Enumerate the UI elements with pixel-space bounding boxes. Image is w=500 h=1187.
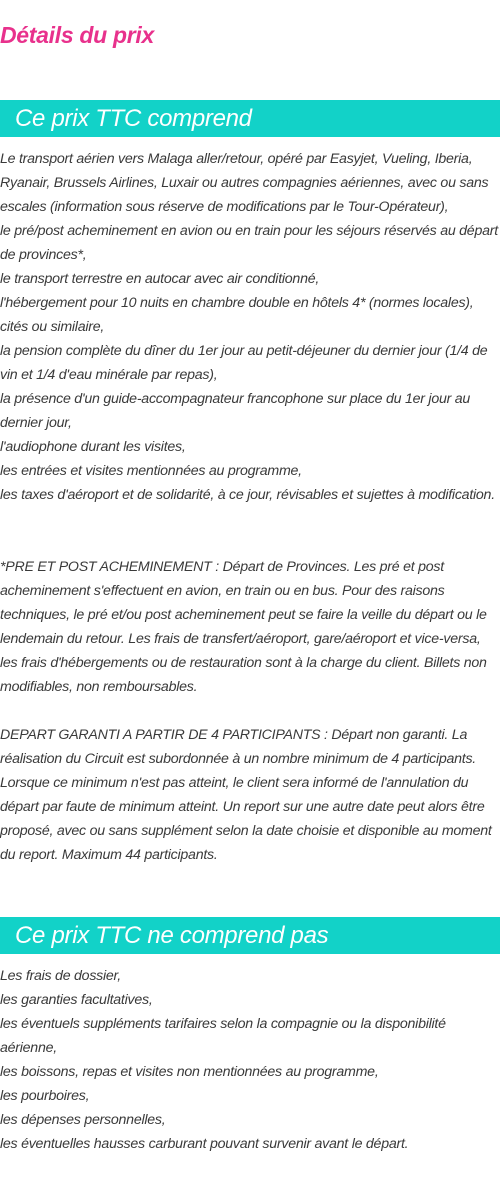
note-text: *PRE ET POST ACHEMINEMENT : Départ de Provinces. Les pré et post acheminement s'effectuent en avion, en train ou en bus. Pour des raisons techniques, le pré et/ou post acheminement peut se faire la veille du départ ou le lendemain du retour. Les frais de transfert/aéroport, gare/aéroport et vice-versa, les frais d'hébergements ou de restauration sont à la charge du client. Billets non modifiables, non remboursables.	[0, 559, 487, 695]
page-title: Détails du prix	[0, 22, 154, 48]
excludes-list	[0, 964, 500, 1156]
list-item: l'hébergement pour 10 nuits en chambre double en hôtels 4* (normes locales), cités ou similaire,	[0, 295, 474, 335]
list-item: les garanties facultatives,	[0, 992, 153, 1008]
list-item: les taxes d'aéroport et de solidarité, à ce jour, révisables et sujettes à modification.	[0, 487, 495, 503]
list-item: Le transport aérien vers Malaga aller/retour, opéré par Easyjet, Vueling, Iberia, Ryanair, Brussels Airlines, Luxair ou autres compagnies aériennes, avec ou sans escales (information sous réserve de modifications par le Tour-Opérateur),	[0, 151, 489, 215]
list-item: les dépenses personnelles,	[0, 1112, 166, 1128]
section-header-includes: Ce prix TTC comprend	[0, 100, 500, 137]
list-item: les boissons, repas et visites non mentionnées au programme,	[0, 1064, 379, 1080]
list-item: la pension complète du dîner du 1er jour au petit-déjeuner du dernier jour (1/4 de vin et 1/4 d'eau minérale par repas),	[0, 343, 488, 383]
list-item: le pré/post acheminement en avion ou en train pour les séjours réservés au départ de provinces*,	[0, 223, 498, 263]
note-pre-post-acheminement	[0, 555, 500, 699]
list-item: la présence d'un guide-accompagnateur francophone sur place du 1er jour au dernier jour,	[0, 391, 471, 431]
list-item: Les frais de dossier,	[0, 968, 121, 984]
list-item: le transport terrestre en autocar avec air conditionné,	[0, 271, 320, 287]
note-depart-garanti	[0, 723, 500, 867]
list-item: l'audiophone durant les visites,	[0, 439, 186, 455]
list-item: les entrées et visites mentionnées au programme,	[0, 463, 302, 479]
section-header-excludes: Ce prix TTC ne comprend pas	[0, 917, 500, 954]
list-item: les éventuels suppléments tarifaires selon la compagnie ou la disponibilité aérienne,	[0, 1016, 446, 1056]
list-item: les pourboires,	[0, 1088, 90, 1104]
includes-list	[0, 147, 500, 507]
note-text: DEPART GARANTI A PARTIR DE 4 PARTICIPANTS : Départ non garanti. La réalisation du Circuit est subordonnée à un nombre minimum de 4 participants. Lorsque ce minimum n'est pas atteint, le client sera informé de l'annulation du départ par faute de minimum atteint. Un report sur une autre date peut alors être proposé, avec ou sans supplément selon la date choisie et disponible au moment du report. Maximum 44 participants.	[0, 727, 492, 863]
list-item: les éventuelles hausses carburant pouvant survenir avant le départ.	[0, 1136, 409, 1152]
